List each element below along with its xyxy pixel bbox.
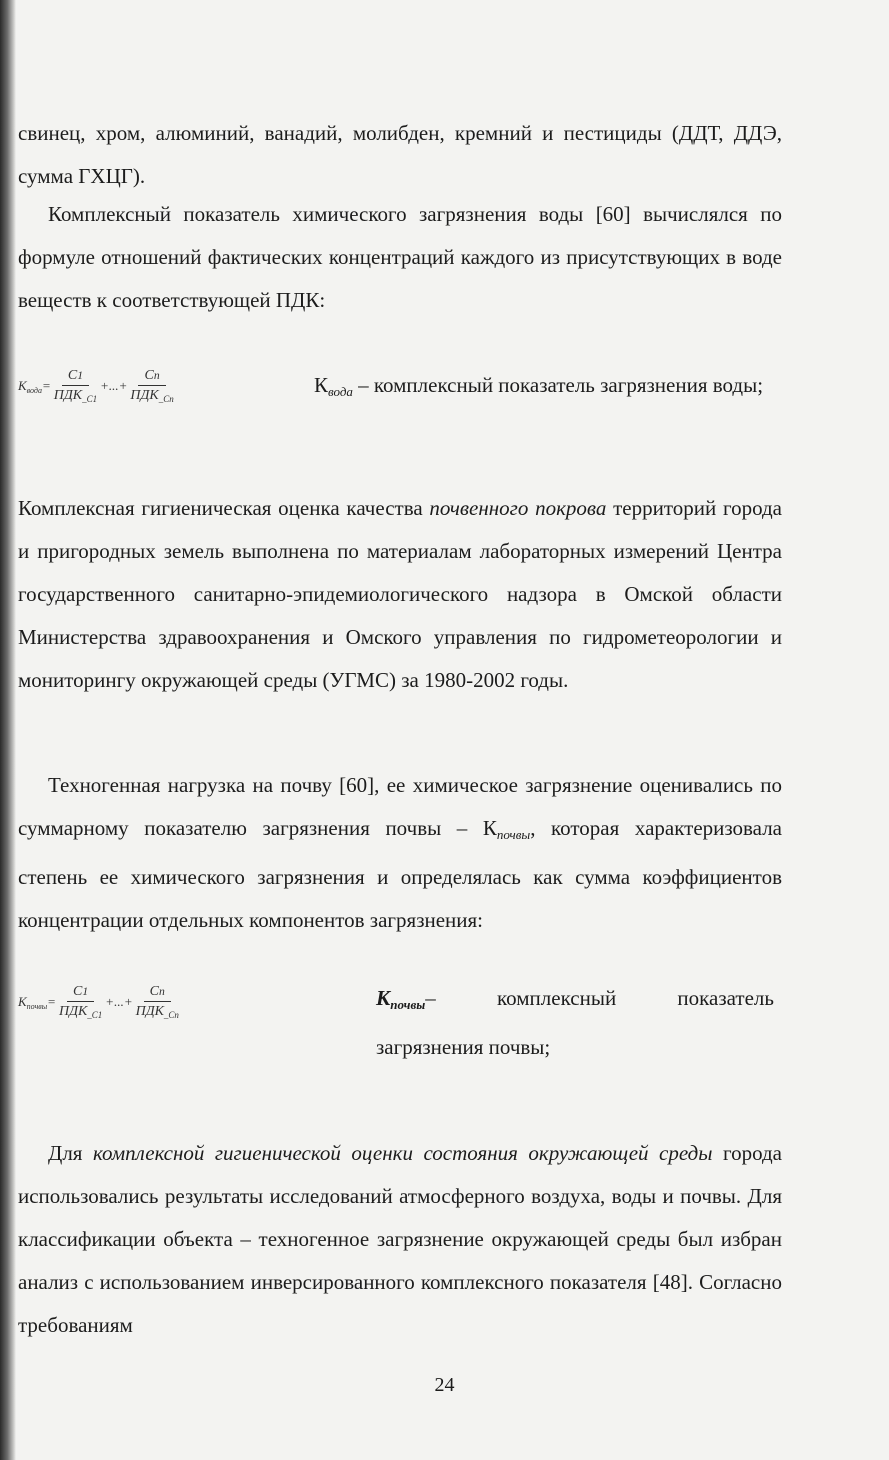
paragraph-water-index: Комплексный показатель химического загрязнения воды [60] вычислялся по формуле отношений фактических концентраций каждого из присутствующих в воде веществ к соответствующей ПДК: — [18, 202, 782, 312]
formula-water-equals: = — [41, 378, 51, 393]
formula-soil-equals: = — [47, 994, 56, 1009]
formula-soil-lhs: $K_{почвы}$ — [18, 993, 48, 1011]
formula-water — [18, 368, 177, 404]
formula-water-fraction-1: $\frac{C1}{ПДК_{\_C1}}$ — [53, 368, 98, 404]
formula-water-ellipsis: +...+ — [100, 378, 128, 393]
definition-water: $К_{вода}$ – комплексный показатель загрязнения воды; — [314, 373, 764, 399]
formula-soil — [18, 984, 182, 1020]
paragraph-pollutants: свинец, хром, алюминий, ванадий, молибден, кремний и пестициды (ДДТ, ДДЭ, сумма ГХЦГ). — [18, 121, 782, 188]
formula-soil-fraction-1: $\frac{C1}{ПДК_{\_C1}}$ — [58, 984, 103, 1020]
paragraph-environment-assessment: Для комплексной гигиенической оценки состояния окружающей среды города использовались результаты исследований атмосферного воздуха, воды и почвы. Для классификации объекта – техногенное загрязнение окружающей среды был избран анализ с использованием инверсированного комплексного показателя [48]. Согласно требованиям — [18, 1141, 782, 1337]
definition-soil: $К_{почвы}-$ комплексный показатель загрязнения почвы; — [376, 986, 774, 1059]
paragraph-soil-load: Техногенная нагрузка на почву [60], ее химическое загрязнение оценивались по суммарному показателю загрязнения почвы – $К_{почвы}$, которая характеризовала степень ее химического загрязнения и определялась как сумма коэффициентов концентрации отдельных компонентов загрязнения: — [18, 773, 782, 932]
formula-soil-fraction-n: $\frac{Cn}{ПДК_{\_Cn}}$ — [135, 984, 179, 1020]
formula-water-fraction-n: $\frac{Cn}{ПДК_{\_Cn}}$ — [130, 368, 174, 404]
page-number: 24 — [434, 1374, 455, 1396]
formula-water-lhs: $K_{вода}$ — [18, 377, 42, 395]
formula-soil-ellipsis: +...+ — [105, 994, 133, 1009]
paragraph-soil-assessment: Комплексная гигиеническая оценка качества почвенного покрова территорий города и пригородных земель выполнена по материалам лабораторных измерений Центра государственного санитарно-эпидемиологического надзора в Омской области Министерства здравоохранения и Омского управления по гидрометеорологии и мониторингу окружающей среды (УГМС) за 1980-2002 годы. — [18, 496, 782, 692]
